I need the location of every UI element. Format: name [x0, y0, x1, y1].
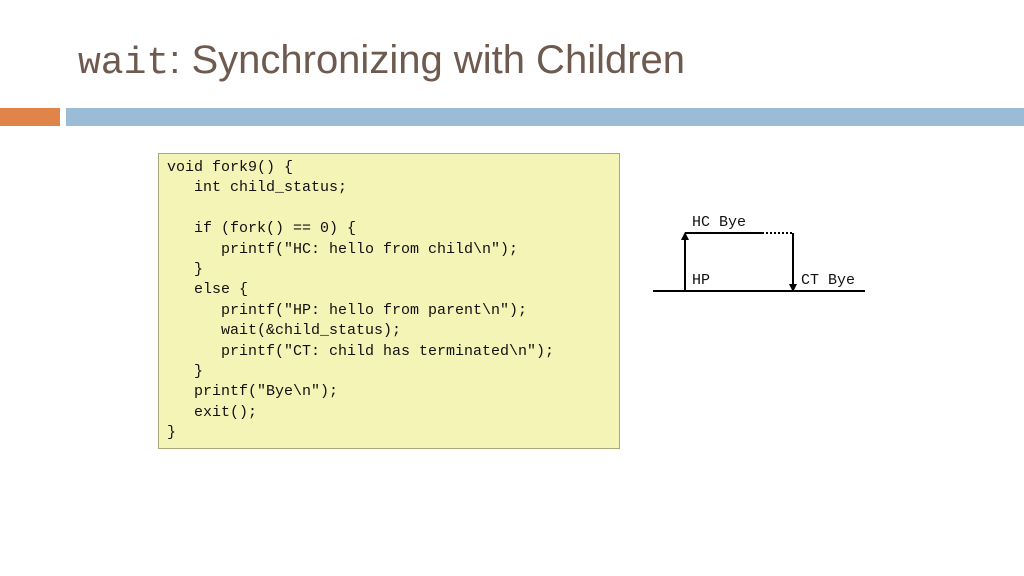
- slide-title: [78, 38, 685, 85]
- code-line: printf("Bye\n");: [167, 383, 339, 401]
- code-line: }: [167, 362, 204, 380]
- label-ct-bye: CT Bye: [801, 272, 856, 289]
- accent-bar-blue: [66, 108, 1024, 126]
- code-block: [158, 153, 620, 449]
- code-line: void fork9() {: [167, 159, 294, 176]
- code-line: printf("HC: hello from child\n");: [167, 240, 519, 258]
- code-line: printf("HP: hello from parent\n");: [167, 301, 528, 319]
- label-hc-bye: HC Bye: [692, 214, 747, 231]
- slide-title-text: : Synchronizing with Children: [169, 38, 686, 82]
- code-line: printf("CT: child has terminated\n");: [167, 342, 555, 360]
- slide-title-code: wait: [78, 42, 170, 85]
- code-line: else {: [167, 281, 249, 299]
- code-line: }: [167, 260, 204, 278]
- accent-bar-orange: [0, 108, 60, 126]
- code-line: if (fork() == 0) {: [167, 220, 357, 238]
- code-line: int child_status;: [167, 179, 348, 197]
- code-line: [167, 199, 611, 219]
- code-line: wait(&child_status);: [167, 322, 402, 340]
- code-line: }: [167, 424, 177, 442]
- label-hp: HP: [692, 272, 711, 289]
- code-line: exit();: [167, 403, 258, 421]
